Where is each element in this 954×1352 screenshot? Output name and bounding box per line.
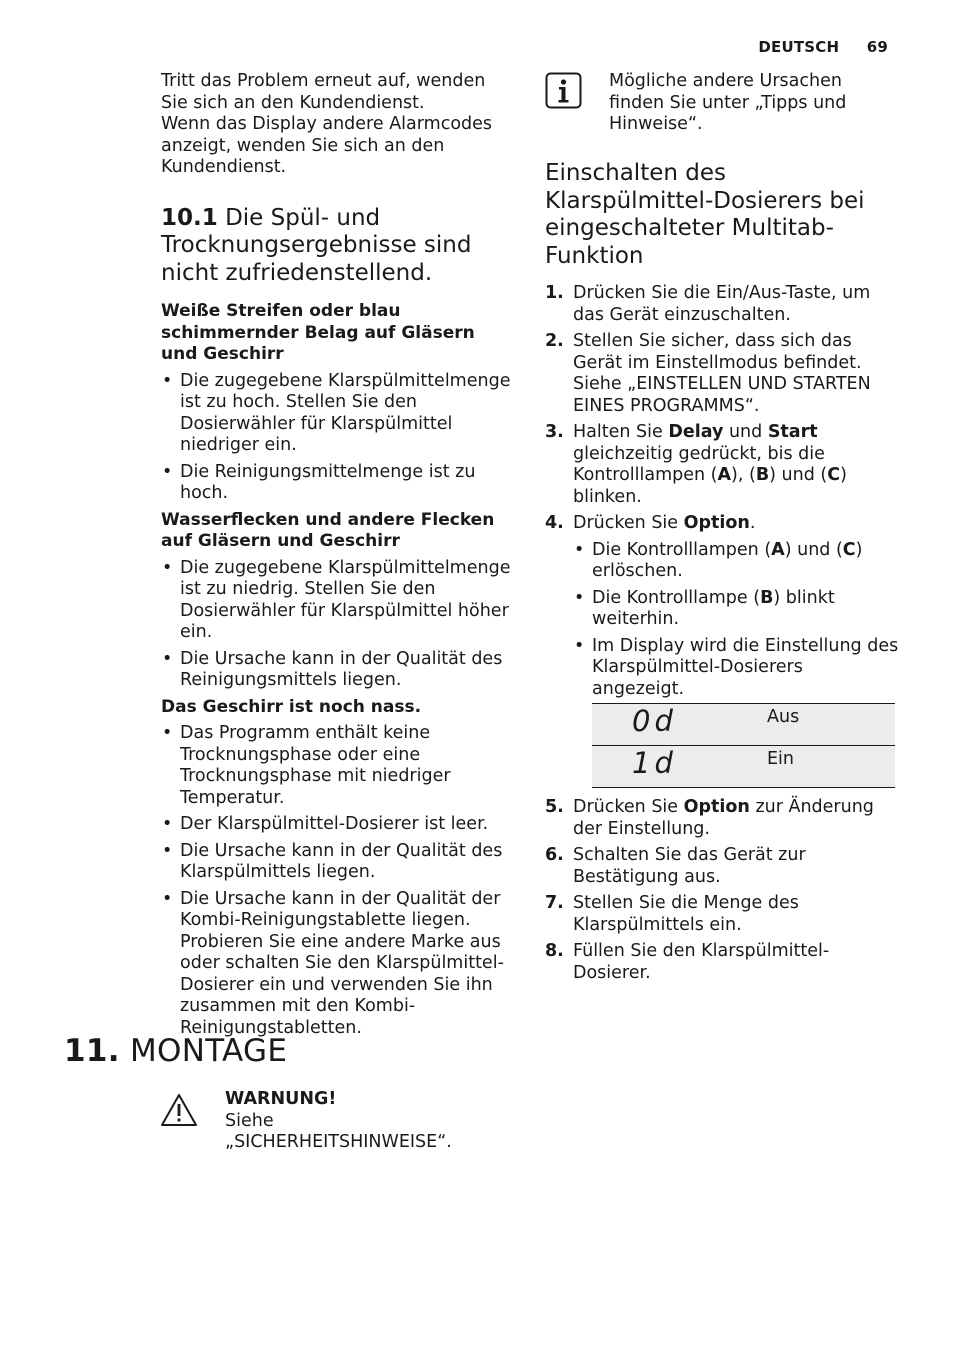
step-4-text: Drücken Sie Option. <box>573 513 756 533</box>
info-note: Mögliche andere Ursachen finden Sie unter „Tipps und Hinweise“. <box>609 71 847 134</box>
left-column <box>161 71 513 1044</box>
display-code-cell <box>592 704 767 746</box>
step-item: 1. Drücken Sie die Ein/Aus-Taste, um das Gerät einzuschalten. <box>545 283 871 325</box>
list-item: • Die Ursache kann in der Qualität des Klarspülmittels liegen. <box>161 841 513 884</box>
step-item: 8. Füllen Sie den Klarspülmittel-Dosierer. <box>545 941 830 983</box>
step-4-sublist <box>573 540 900 701</box>
bullet-list-3 <box>161 723 513 1039</box>
delay-key-label: Delay <box>668 422 724 442</box>
warning-title: WARNUNG! <box>225 1089 337 1109</box>
step-item: 7. Stellen Sie die Menge des Klarspülmittels ein. <box>545 893 799 935</box>
warning-triangle-icon <box>159 1092 201 1130</box>
list-item: • Die Ursache kann in der Qualität der Kombi-Reinigungstablette liegen. Probieren Sie eine andere Marke aus oder schalten Sie den Klarspülmittel-Dosierer ein und verwenden Sie ihn zusammen mit den Kombi-Reinigungstabletten. <box>161 889 513 1040</box>
intro-paragraph-1: Tritt das Problem erneut auf, wenden Sie sich an den Kundendienst. <box>161 71 486 113</box>
list-item: • Die Kontrolllampe (B) blinkt weiterhin. <box>573 588 900 631</box>
list-item: • Das Programm enthält keine Trocknungsphase oder eine Trocknungsphase mit niedriger Temperatur. <box>161 723 513 809</box>
step-list <box>545 283 900 700</box>
step-list-continued <box>545 797 900 984</box>
display-code: 1d <box>632 746 677 780</box>
list-item: • Die Ursache kann in der Qualität des Reinigungsmittels liegen. <box>161 649 513 692</box>
page-number: 69 <box>866 38 888 56</box>
table-row <box>592 746 895 788</box>
section-heading-10-1 <box>161 205 513 288</box>
step-2-text: Stellen Sie sicher, dass sich das Gerät im Einstellmodus befindet. Siehe „EINSTELLEN UND STARTEN EINES PROGRAMMS“. <box>573 331 871 416</box>
display-value-cell: Aus <box>767 704 895 746</box>
display-code-cell <box>592 746 767 788</box>
step-item: 2. Stellen Sie sicher, dass sich das Gerät im Einstellmodus befindet. Siehe „EINSTELLEN UND STARTEN EINES PROGRAMMS“. <box>545 331 871 416</box>
warning-box <box>225 1089 495 1154</box>
option-key-label: Option <box>683 513 750 533</box>
step-item: 3. Halten Sie Delay und Start gleichzeitig gedrückt, bis die Kontrolllampen (A), (B) und (C) blinken. <box>545 422 847 507</box>
list-item: • Die zugegebene Klarspülmittelmenge ist zu niedrig. Stellen Sie den Dosierwähler für Klarspülmittel höher ein. <box>161 558 513 644</box>
chapter-heading-montage <box>64 1033 287 1069</box>
step-1-text: Drücken Sie die Ein/Aus-Taste, um das Gerät einzuschalten. <box>573 283 871 325</box>
step-5-text: Drücken Sie Option zur Änderung der Einstellung. <box>573 797 874 839</box>
group-title-1: Weiße Streifen oder blau schimmernder Belag auf Gläsern und Geschirr <box>161 301 475 364</box>
section-title: Die Spül- und Trocknungsergebnisse sind nicht zufriedenstellend. <box>161 204 472 286</box>
step-item: 4. Drücken Sie Option. • Die Kontrolllampen (A) und (C) erlöschen. • Die Kontrolllampe (B) blinkt weiterhin. • Im Display wird die Einstellung des Klarspülmittel-Dosierers angezeigt. <box>545 513 900 700</box>
right-heading: Einschalten des Klarspülmittel-Dosierers bei eingeschalteter Multitab-Funktion <box>545 160 865 269</box>
group-title-3: Das Geschirr ist noch nass. <box>161 696 422 717</box>
list-item: • Die Kontrolllampen (A) und (C) erlöschen. <box>573 540 900 583</box>
right-column <box>545 160 900 989</box>
display-setting-table <box>592 703 895 788</box>
page-header <box>758 38 888 56</box>
display-value-cell: Ein <box>767 746 895 788</box>
step-3-text: Halten Sie Delay und Start gleichzeitig gedrückt, bis die Kontrolllampen (A), (B) und (C) blinken. <box>573 422 847 507</box>
step-7-text: Stellen Sie die Menge des Klarspülmittels ein. <box>573 893 799 935</box>
step-6-text: Schalten Sie das Gerät zur Bestätigung aus. <box>573 845 806 887</box>
step-item: 5. Drücken Sie Option zur Änderung der Einstellung. <box>545 797 874 839</box>
chapter-title: MONTAGE <box>129 1033 288 1069</box>
group-title-2: Wasserflecken und andere Flecken auf Gläsern und Geschirr <box>161 509 495 551</box>
warning-text: Siehe „SICHERHEITSHINWEISE“. <box>225 1110 452 1152</box>
section-number: 10.1 <box>161 204 218 231</box>
list-item: • Die Reinigungsmittelmenge ist zu hoch. <box>161 462 513 505</box>
list-item: • Im Display wird die Einstellung des Klarspülmittel-Dosierers angezeigt. <box>573 636 900 701</box>
info-icon <box>545 72 585 112</box>
chapter-number: 11. <box>64 1033 120 1069</box>
intro-paragraph-2: Wenn das Display andere Alarmcodes anzeigt, wenden Sie sich an den Kundendienst. <box>161 114 493 177</box>
start-key-label: Start <box>767 422 818 442</box>
bullet-list-2 <box>161 558 513 692</box>
step-8-text: Füllen Sie den Klarspülmittel-Dosierer. <box>573 941 830 983</box>
table-row <box>592 704 895 746</box>
step-item: 6. Schalten Sie das Gerät zur Bestätigung aus. <box>545 845 806 887</box>
list-item: • Der Klarspülmittel-Dosierer ist leer. <box>161 814 513 836</box>
header-language: DEUTSCH <box>758 38 840 56</box>
display-code: 0d <box>632 704 677 738</box>
bullet-list-1 <box>161 371 513 505</box>
list-item: • Die zugegebene Klarspülmittelmenge ist zu hoch. Stellen Sie den Dosierwähler für Klarspülmittel niedriger ein. <box>161 371 513 457</box>
